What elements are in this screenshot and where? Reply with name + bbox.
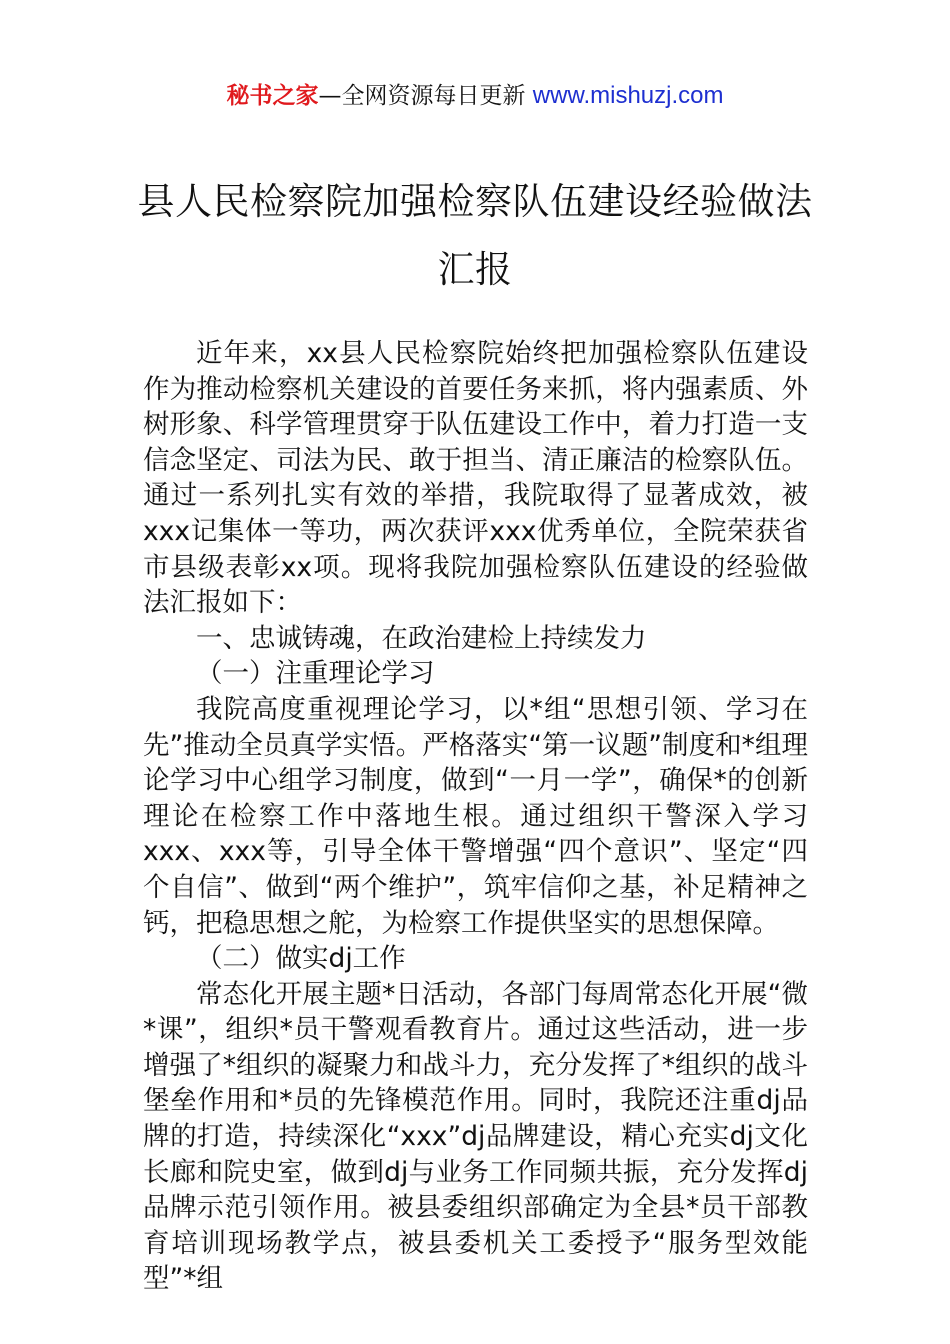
- document-title-line-1: 县人民检察院加强检察队伍建设经验做法: [137, 180, 813, 223]
- subsection-heading: （一）注重理论学习: [196, 658, 435, 690]
- document-body: [143, 336, 808, 1297]
- section-heading: 一、忠诚铸魂，在政治建检上持续发力: [196, 622, 647, 654]
- document-title-line-2: 汇报: [437, 248, 513, 291]
- site-url-link[interactable]: www.mishuzj.com: [532, 82, 724, 109]
- intro-paragraph: 近年来，xx县人民检察院始终把加强检察队伍建设作为推动检察机关建设的首要任务来抓，将内强素质、外树形象、科学管理贯穿于队伍建设工作中，着力打造一支信念坚定、司法为民、敢于担当、清正廉洁的检察队伍。通过一系列扎实有效的举措，我院取得了显著成效，被xxx记集体一等功，两次获评xxx优秀单位，全院荣获省市县级表彰xx项。现将我院加强检察队伍建设的经验做法汇报如下：: [143, 338, 808, 619]
- body-paragraph: 我院高度重视理论学习，以*组“思想引领、学习在先”推动全员真学实悟。严格落实“第一议题”制度和*组理论学习中心组学习制度，做到“一月一学”，确保*的创新理论在检察工作中落地生根。通过组织干警深入学习xxx、xxx等，引导全体干警增强“四个意识”、坚定“四个自信”、做到“两个维护”，筑牢信仰之基，补足精神之钙，把稳思想之舵，为检察工作提供坚实的思想保障。: [143, 693, 808, 939]
- brand-name: 秘书之家: [226, 83, 319, 109]
- subsection-heading: （二）做实dj工作: [196, 943, 406, 975]
- header-tagline: —全网资源每日更新: [318, 83, 533, 109]
- site-header: [0, 80, 950, 112]
- body-paragraph: 常态化开展主题*日活动，各部门每周常态化开展“微*课”，组织*员干警观看教育片。通过这些活动，进一步增强了*组织的凝聚力和战斗力，充分发挥了*组织的战斗堡垒作用和*员的先锋模范作用。同时，我院还注重dj品牌的打造，持续深化“xxx”dj品牌建设，精心充实dj文化长廊和院史室，做到dj与业务工作同频共振，充分发挥dj品牌示范引领作用。被县委组织部确定为全县*员干部教育培训现场教学点，被县委机关工委授予“服务型效能型”*组: [143, 978, 808, 1295]
